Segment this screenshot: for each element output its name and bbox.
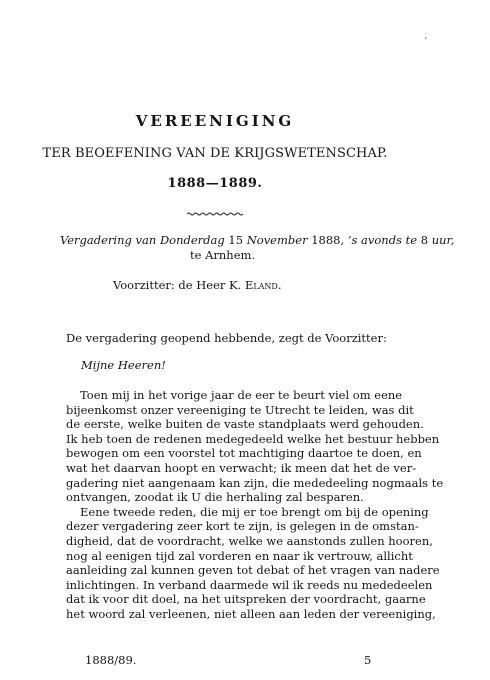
body-line: nog al eenigen tijd zal vorderen en naar ik vertrouw, allicht — [66, 548, 413, 563]
body-line: dezer vergadering zeer kort te zijn, is gelegen in de omstan- — [66, 519, 419, 534]
chairman-suffix: . — [277, 278, 282, 292]
body-line: het woord zal verleenen, niet alleen aan leden der vereeniging, — [66, 606, 436, 621]
meeting-month: November — [246, 233, 308, 247]
meeting-place: te Arnhem. — [190, 248, 256, 262]
body-line: dat ik voor dit doel, na het uitspreken der voordracht, gaarne — [66, 592, 426, 607]
page-number: 5 — [364, 653, 372, 667]
session-years: 1888—1889. — [167, 176, 263, 191]
meeting-date: 15 — [228, 233, 244, 247]
chairman-line — [113, 278, 282, 293]
body-line: Eene tweede reden, die mij er toe brengt om bij de opening — [80, 504, 429, 519]
society-title: VEREENIGING — [135, 112, 295, 130]
society-subtitle: TER BEOEFENING VAN DE KRIJGSWETENSCHAP. — [42, 146, 388, 161]
meeting-label: Vergadering van Donderdag — [60, 233, 225, 247]
body-line: digheid, dat de voordracht, welke we aanstonds zullen hooren, — [66, 533, 433, 548]
body-line: Ik heb toen de redenen medegedeeld welke het bestuur hebben — [66, 431, 440, 446]
wavy-divider-ornament — [187, 212, 243, 216]
body-line: aanleiding zal kunnen geven tot debat of het vragen van nadere — [66, 563, 440, 578]
body-line: ontvangen, zoodat ik U die herhaling zal besparen. — [66, 490, 364, 505]
chairman-prefix: Voorzitter: de Heer K. — [113, 278, 242, 292]
margin-speck-mark: ʼ — [424, 37, 427, 47]
body-line: bijeenkomst onzer vereeniging te Utrecht te leiden, was dit — [66, 402, 414, 417]
chairman-name: Eland — [244, 278, 278, 292]
footer-signature: 1888/89. — [85, 653, 137, 667]
salutation: Mijne Heeren! — [81, 358, 166, 372]
meeting-hour: 8 — [420, 233, 429, 247]
body-line: Toen mij in het vorige jaar de eer te beurt viel om eene — [80, 388, 403, 402]
body-line: wat het daarvan hoopt en verwacht; ik meen dat het de ver- — [66, 460, 417, 475]
body-line: gadering niet aangenaam kan zijn, die mededeeling nogmaals te — [66, 475, 444, 490]
meeting-evening: ’s avonds te — [347, 233, 418, 247]
body-text — [66, 388, 444, 622]
body-line: inlichtingen. In verband daarmede wil ik reeds nu mededeelen — [66, 577, 433, 592]
opening-sentence: De vergadering geopend hebbende, zegt de Voorzitter: — [66, 331, 387, 345]
meeting-uur: uur, — [431, 233, 455, 247]
meeting-details — [60, 233, 455, 263]
body-line: bewogen om een voorstel tot machtiging daartoe te doen, en — [66, 446, 422, 461]
body-line: de eerste, welke buiten de vaste standplaats werd gehouden. — [66, 417, 424, 432]
meeting-year: 1888, — [311, 233, 345, 247]
